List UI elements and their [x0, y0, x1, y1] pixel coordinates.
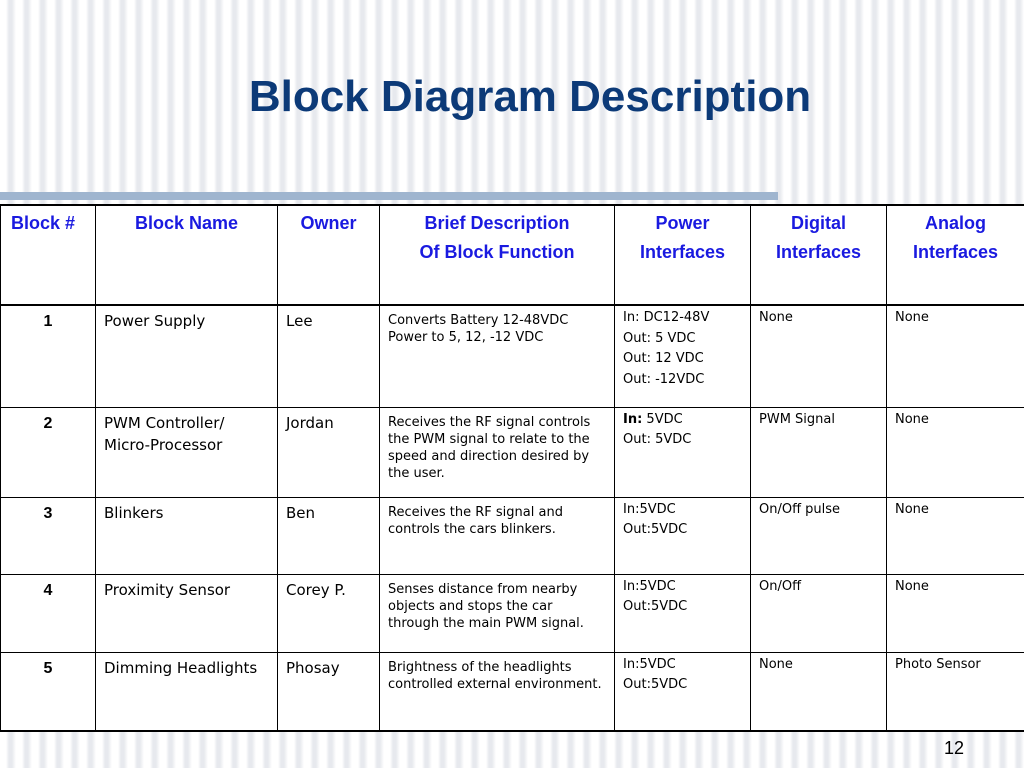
header-brief-description [380, 205, 615, 305]
digital-interfaces: None [751, 652, 887, 731]
digital-interfaces: On/Off [751, 574, 887, 652]
block-owner: Phosay [278, 652, 380, 731]
block-description-table [0, 204, 1024, 732]
slide-title: Block Diagram Description [248, 72, 812, 121]
table-row [1, 574, 1024, 652]
block-name [96, 407, 278, 497]
power-in-value: 5VDC [642, 411, 683, 427]
block-description: Receives the RF signal controls the PWM signal to relate to the speed and direction desired by the user. [380, 407, 615, 497]
table-row [1, 305, 1024, 407]
header-desc-line1: Brief Description [424, 213, 570, 233]
block-name-line1: PWM Controller/ [104, 413, 225, 432]
analog-interfaces: None [887, 305, 1024, 407]
power-in-label: In: [623, 411, 643, 427]
power-line: Out: -12VDC [623, 371, 705, 387]
block-owner: Jordan [278, 407, 380, 497]
table-row [1, 652, 1024, 731]
power-line: Out:5VDC [623, 522, 688, 537]
digital-interfaces: PWM Signal [751, 407, 887, 497]
block-number: 1 [1, 305, 96, 407]
block-name: Blinkers [96, 497, 278, 574]
power-line: Out:5VDC [623, 599, 688, 614]
power-interfaces [615, 652, 751, 731]
block-number: 2 [1, 407, 96, 497]
block-owner: Ben [278, 497, 380, 574]
power-line: Out: 5 VDC [623, 330, 696, 346]
block-number: 5 [1, 652, 96, 731]
page-number: 12 [944, 738, 965, 758]
analog-interfaces: Photo Sensor [887, 652, 1024, 731]
analog-interfaces: None [887, 574, 1024, 652]
power-line [623, 410, 742, 431]
header-analog-line1: Analog [925, 213, 986, 233]
block-name: Dimming Headlights [96, 652, 278, 731]
power-line: Out: 5VDC [623, 432, 692, 447]
block-description: Converts Battery 12-48VDC Power to 5, 12, -12 VDC [380, 305, 615, 407]
block-number: 4 [1, 574, 96, 652]
block-description: Receives the RF signal and controls the cars blinkers. [380, 497, 615, 574]
block-owner: Corey P. [278, 574, 380, 652]
power-interfaces [615, 497, 751, 574]
table-header-row [1, 205, 1024, 305]
header-analog-interfaces [887, 205, 1024, 305]
header-block-name: Block Name [96, 205, 278, 305]
power-interfaces [615, 407, 751, 497]
block-description: Senses distance from nearby objects and stops the car through the main PWM signal. [380, 574, 615, 652]
block-name: Power Supply [96, 305, 278, 407]
header-power-line1: Power [655, 213, 710, 233]
digital-interfaces: On/Off pulse [751, 497, 887, 574]
digital-interfaces: None [751, 305, 887, 407]
header-analog-line2: Interfaces [912, 242, 999, 262]
block-description: Brightness of the headlights controlled external environment. [380, 652, 615, 731]
header-owner: Owner [278, 205, 380, 305]
table-row [1, 497, 1024, 574]
header-digital-line1: Digital [790, 213, 846, 233]
table-row [1, 407, 1024, 497]
power-line: In:5VDC [623, 656, 676, 672]
header-power-line2: Interfaces [639, 242, 726, 262]
power-interfaces [615, 574, 751, 652]
header-digital-interfaces [751, 205, 887, 305]
power-line: In:5VDC [623, 501, 676, 517]
header-digital-line2: Interfaces [775, 242, 862, 262]
header-block-number: Block # [1, 205, 96, 305]
block-name: Proximity Sensor [96, 574, 278, 652]
analog-interfaces: None [887, 407, 1024, 497]
header-desc-line2: Of Block Function [419, 242, 575, 262]
block-owner: Lee [278, 305, 380, 407]
power-line: In:5VDC [623, 578, 676, 594]
power-line: Out: 12 VDC [623, 351, 704, 366]
power-line: Out:5VDC [623, 677, 688, 692]
header-power-interfaces [615, 205, 751, 305]
power-interfaces [615, 305, 751, 407]
power-line: In: DC12-48V [623, 310, 710, 325]
block-name-line2: Micro-Processor [104, 435, 223, 454]
analog-interfaces: None [887, 497, 1024, 574]
title-divider [0, 192, 778, 200]
block-number: 3 [1, 497, 96, 574]
